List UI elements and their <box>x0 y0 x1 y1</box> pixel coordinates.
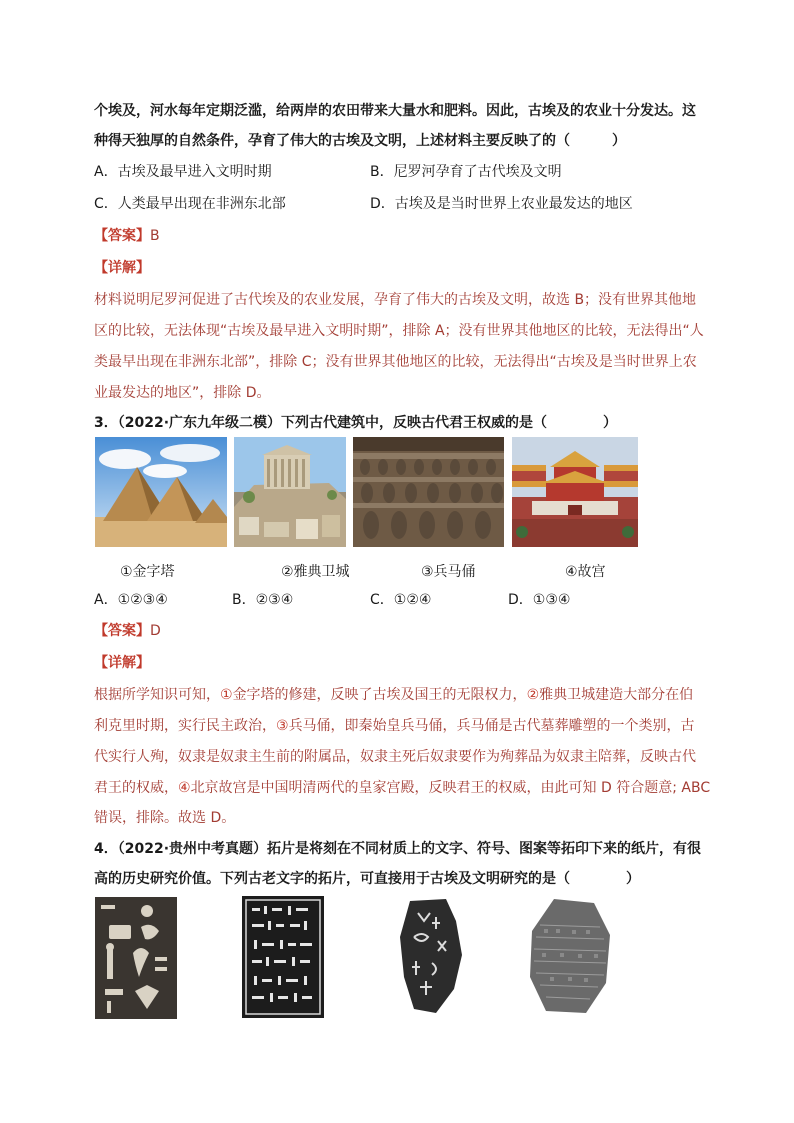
caption-acropolis: ②雅典卫城 <box>281 564 350 580</box>
q2-option-d: D．古埃及是当时世界上农业最发达的地区 <box>370 196 633 212</box>
answer-tag: 【答案】 <box>94 228 150 244</box>
caption-pyramid: ①金字塔 <box>120 564 175 580</box>
q3-option-d: D．①③④ <box>508 592 571 608</box>
q2-detail-line: 类最早出现在非洲东北部”，排除 C；没有世界其他地区的比较，无法得出“古埃及是当时世界上农 <box>94 354 697 370</box>
q4-stem-line1: 4．（2022·贵州中考真题）拓片是将刻在不同材质上的文字、符号、图案等拓印下来的纸片，有很 <box>94 841 702 857</box>
forbidden-city-photo <box>512 437 638 547</box>
q2-answer <box>94 226 160 246</box>
q3-detail-line: 君王的权威，④北京故宫是中国明清两代的皇家宫殿，反映君王的权威，由此可知 D 符合题意; ABC <box>94 780 711 796</box>
answer-value: B <box>150 228 160 244</box>
acropolis-photo <box>234 437 346 547</box>
q3-option-c: C．①②④ <box>370 592 432 608</box>
q2-detail-line: 业最发达的地区”，排除 D。 <box>94 385 271 401</box>
pyramid-photo <box>95 437 227 547</box>
q2-detail-line: 材料说明尼罗河促进了古代埃及的农业发展，孕育了伟大的古埃及文明，故选 B；没有世界其他地 <box>94 292 697 308</box>
q2-option-b: B．尼罗河孕育了古代埃及文明 <box>370 164 562 180</box>
q2-option-c: C．人类最早出现在非洲东北部 <box>94 196 286 212</box>
q3-option-a: A．①②③④ <box>94 592 168 608</box>
q2-detail-tag: 【详解】 <box>94 260 150 276</box>
cuneiform-rubbing-image <box>242 896 324 1018</box>
q4-stem-line2: 高的历史研究价值。下列古老文字的拓片，可直接用于古埃及文明研究的是（ ） <box>94 871 640 887</box>
answer-tag: 【答案】 <box>94 623 150 639</box>
q3-stem: 3．（2022·广东九年级二模）下列古代建筑中，反映古代君王权威的是（ ） <box>94 415 618 431</box>
q3-detail-line: 根据所学知识可知，①金字塔的修建，反映了古埃及国王的无限权力，②雅典卫城建造大部分在伯 <box>94 687 694 703</box>
q3-detail-line: 代实行人殉，奴隶是奴隶主生前的附属品，奴隶主死后奴隶要作为殉葬品为奴隶主陪葬，反映古代 <box>94 749 696 765</box>
q3-detail-line: 利克里时期，实行民主政治，③兵马俑，即秦始皇兵马俑，兵马俑是古代墓葬雕塑的一个类别，古 <box>94 718 695 734</box>
terracotta-army-photo <box>353 437 504 547</box>
hieroglyph-rubbing-image <box>95 897 177 1019</box>
oracle-bone-rubbing-image <box>396 897 466 1015</box>
caption-terracotta: ③兵马俑 <box>421 564 476 580</box>
q2-detail-line: 区的比较，无法体现“古埃及最早进入文明时期”，排除 A；没有世界其他地区的比较，无法得出“人 <box>94 323 704 339</box>
q2-stem-line1: 个埃及，河水每年定期泛滥，给两岸的农田带来大量水和肥料。因此，古埃及的农业十分发达。这 <box>94 103 696 119</box>
caption-forbidden-city: ④故宫 <box>565 564 606 580</box>
q3-option-b: B．②③④ <box>232 592 294 608</box>
q3-detail-line: 错误，排除。故选 D。 <box>94 810 236 826</box>
stone-inscription-rubbing-image <box>524 895 614 1017</box>
q3-detail-tag: 【详解】 <box>94 655 150 671</box>
answer-value: D <box>150 623 161 639</box>
q2-stem-line2: 种得天独厚的自然条件，孕育了伟大的古埃及文明，上述材料主要反映了的（ ） <box>94 133 626 149</box>
q2-option-a: A．古埃及最早进入文明时期 <box>94 164 272 180</box>
q3-answer <box>94 621 161 641</box>
